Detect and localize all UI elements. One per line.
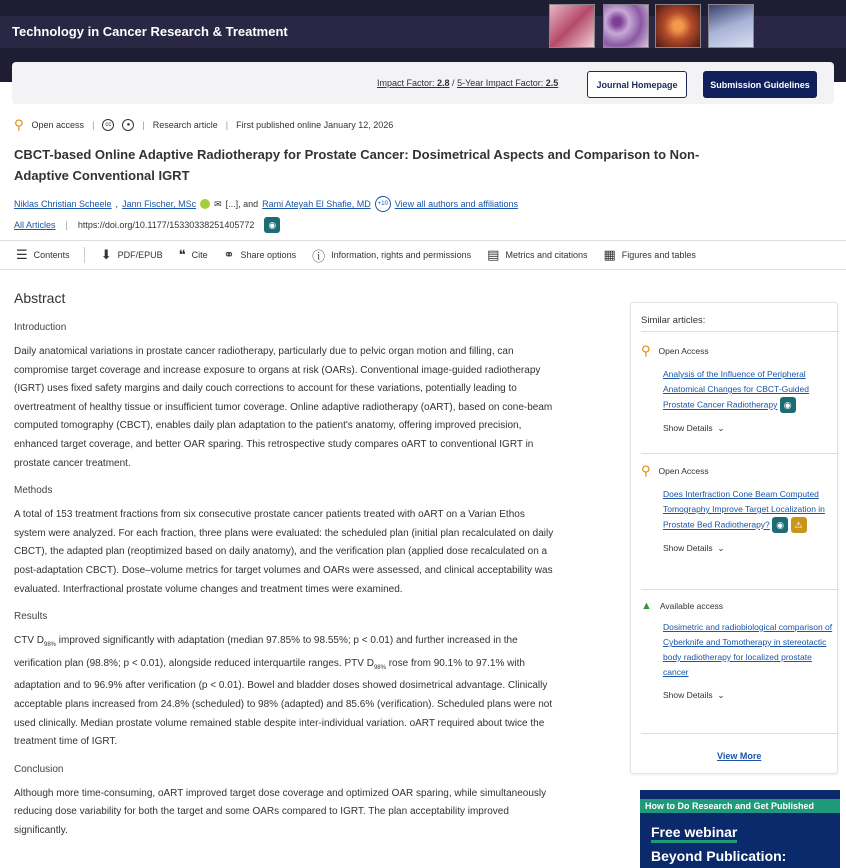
pdf-label: PDF/EPUB <box>117 250 163 260</box>
results-part: rose from 90.1% to 97.1% with adaptation and to 96.9% after verification (p < 0.01). Bowel and bladder doses showed dosimetrical advantage. Clinically acceptable plans increased from 24.8% (scheduled) to 98% (adapted) and 85.6% (verification). Scheduled plans were not used clinically. Median prostate volume remained stable despite inter-individual variation. oART required about twice the treatment time of IGRT. <box>14 657 553 748</box>
similar-article <box>641 463 839 554</box>
conclusion-text: Although more time-consuming, oART improved target dose coverage and optimized OAR sparing, while simultaneously reducing dose variability for both the target and some OARs compared to IGRT. The plan acceptability improved significantly. <box>14 787 547 836</box>
show-details-label: Show Details <box>663 690 713 700</box>
similar-articles-panel <box>630 302 838 774</box>
webinar-promo[interactable] <box>640 790 840 868</box>
info-button[interactable] <box>312 246 471 265</box>
banner-image-dna <box>549 4 595 48</box>
figures-button[interactable] <box>604 247 696 263</box>
introduction-heading: Introduction <box>14 322 67 333</box>
crossmark-icon[interactable]: ◉ <box>264 217 280 233</box>
similar-article-link[interactable] <box>663 487 839 533</box>
results-heading: Results <box>14 611 48 623</box>
banner-image-tumor <box>655 4 701 48</box>
open-access-icon: ⚲ <box>641 463 651 478</box>
email-icon[interactable]: ✉ <box>214 198 222 209</box>
show-details-button[interactable] <box>663 543 839 554</box>
conclusion-heading: Conclusion <box>14 763 64 775</box>
cc-license-icon[interactable]: cc <box>102 119 114 131</box>
banner-image-scanner <box>708 4 754 48</box>
lock-icon: ▲ <box>641 600 652 612</box>
all-articles-link[interactable]: All Articles <box>14 220 56 230</box>
author-list: Niklas Christian Scheele , Jann Fischer, MSc ✉ [...], and Rami Ateyah El Shafie, MD +10 View all authors and affiliations <box>14 196 518 212</box>
similar-article <box>641 600 839 701</box>
access-row <box>641 600 839 612</box>
similar-article-link[interactable] <box>663 367 839 413</box>
abstract-section <box>14 290 554 852</box>
similar-article-link[interactable] <box>663 620 839 680</box>
info-icon: ⓘ <box>312 248 326 264</box>
abstract-heading: Abstract <box>14 290 66 306</box>
show-details-label: Show Details <box>663 423 713 433</box>
doi-row <box>14 217 280 233</box>
article-meta <box>14 118 393 132</box>
divider <box>641 331 839 332</box>
menu-icon: ☰ <box>16 247 28 262</box>
promo-webinar: Free webinar <box>651 824 737 843</box>
contents-button[interactable] <box>16 247 70 263</box>
promo-subtitle: Beyond Publication: <box>651 848 787 864</box>
methods-heading: Methods <box>14 485 53 497</box>
chevron-down-icon: ⌄ <box>717 690 725 700</box>
similar-article-title[interactable]: Dosimetric and radiobiological comparison of Cyberknife and Tomotherapy in stereotactic body radiotherapy for localized prostate cancer <box>663 622 833 677</box>
more-authors-badge[interactable]: +10 <box>375 196 391 212</box>
results-text <box>14 632 554 752</box>
article-type: Research article <box>152 120 218 130</box>
view-all-authors-link[interactable]: View all authors and affiliations <box>394 199 518 209</box>
author-ellipsis: [...], and <box>225 199 259 209</box>
crossmark-icon[interactable]: ◉ <box>780 397 796 413</box>
methods-text: A total of 153 treatment fractions from six consecutive prostate cancer patients treated with oART on a Varian Ethos system were analyzed. For each fraction, three plans were evaluated: the scheduled plan (initial plan recalculated on daily CBCT), the adapted plan (reoptimized based on daily anatomy), and the verification plan (applied dose recalculated on a post-adaptation CBCT). Dose–volume metrics for target volumes and OARs were assessed, and clinical acceptability was evaluated. Interfractional prostate volume changes and treatment times were examined. <box>14 509 554 595</box>
subscript: 98% <box>373 664 386 671</box>
divider: | <box>65 220 68 230</box>
divider <box>84 247 85 263</box>
journal-title[interactable]: Technology in Cancer Research & Treatment <box>12 24 288 39</box>
promo-tagline: How to Do Research and Get Published <box>640 799 840 813</box>
metrics-button[interactable] <box>487 247 587 263</box>
quote-icon: ❝ <box>178 247 186 262</box>
author-link[interactable]: Niklas Christian Scheele <box>14 199 112 209</box>
access-row <box>641 343 839 359</box>
divider <box>641 733 839 734</box>
impact-factor[interactable]: Impact Factor: 2.8 / 5-Year Impact Factor: 2.5 <box>377 78 559 88</box>
chevron-down-icon: ⌄ <box>717 543 725 553</box>
info-label: Information, rights and permissions <box>331 250 472 260</box>
author-link[interactable]: Rami Ateyah El Shafie, MD <box>262 199 371 209</box>
orcid-icon[interactable] <box>200 199 210 209</box>
pdf-button[interactable] <box>101 247 163 263</box>
subscript: 98% <box>44 642 57 649</box>
share-label: Share options <box>240 250 297 260</box>
open-access-icon: ⚲ <box>641 343 651 358</box>
access-row <box>641 463 839 479</box>
similar-article-title[interactable]: Does Interfraction Cone Beam Computed Tomography Improve Target Localization in Prostate Bed Radiotherapy? <box>663 489 825 530</box>
divider: | <box>92 120 95 130</box>
divider <box>641 453 839 454</box>
similar-article <box>641 343 839 434</box>
access-label: Available access <box>659 601 724 611</box>
chart-icon: ▤ <box>487 247 500 262</box>
access-label: Open Access <box>658 466 709 476</box>
chevron-down-icon: ⌄ <box>717 423 725 433</box>
divider <box>641 589 839 590</box>
results-part: CTV D <box>14 635 44 647</box>
access-label: Open Access <box>658 346 709 356</box>
impact-value: 2.8 <box>437 78 450 88</box>
table-icon: ▦ <box>603 247 616 262</box>
show-details-label: Show Details <box>663 543 713 553</box>
doi[interactable]: https://doi.org/10.1177/15330338251405772 <box>77 220 255 230</box>
five-year-value: 2.5 <box>545 78 559 88</box>
introduction-text: Daily anatomical variations in prostate cancer radiotherapy, particularly due to pelvic organ motion and filling, can compromise target coverage and increase exposure to organs at risk (OARs). Conventional image-guided radiotherapy (IGRT) uses fixed safety margins and daily couch corrections to account for these variations, potentially leading to overtreatment of healthy tissue or insufficient tumor coverage. Online adaptive radiotherapy (oART), based on cone-beam computed tomography (CBCT), enables daily plan adaptation to the patient's anatomy, offering improved precision, enhanced target coverage, and better OAR sparing. This retrospective study compares oART to conventional IGRT in prostate cancer treatment. <box>14 346 553 469</box>
banner-image-cells <box>603 4 649 48</box>
article-toolbar <box>0 240 846 270</box>
open-access-icon: ⚲ <box>14 117 24 132</box>
crossmark-icon[interactable]: ◉ <box>772 517 788 533</box>
access-label: Open access <box>31 120 85 130</box>
contents-label: Contents <box>33 250 70 260</box>
show-details-button[interactable] <box>663 423 839 434</box>
share-icon: ⚭ <box>223 247 235 262</box>
divider: | <box>142 120 145 130</box>
metrics-label: Metrics and citations <box>505 250 588 260</box>
cite-label: Cite <box>191 250 208 260</box>
warning-icon[interactable]: ⚠ <box>791 517 807 533</box>
cc-by-icon[interactable]: ● <box>122 119 134 131</box>
show-details-button[interactable] <box>663 690 839 701</box>
results-part: improved significantly with adaptation (median 97.85% to 98.55%; p < 0.01) and further increased in the verification plan (98.8%; p < 0.01), alongside reduced interquartile ranges. PTV D <box>14 635 518 669</box>
published-date: First published online January 12, 2026 <box>236 120 394 130</box>
cite-button[interactable] <box>179 247 208 263</box>
author-link[interactable]: Jann Fischer, MSc <box>122 199 197 209</box>
journal-homepage-button[interactable]: Journal Homepage <box>587 71 687 98</box>
share-button[interactable] <box>224 247 296 263</box>
view-more-link[interactable]: View More <box>717 751 762 761</box>
article-title: CBCT-based Online Adaptive Radiotherapy for Prostate Cancer: Dosimetrical Aspects and Comparison to Non-Adaptive Conventional IGRT <box>14 147 700 183</box>
five-year-label: 5-Year Impact Factor: <box>457 78 544 88</box>
similar-articles-heading: Similar articles: <box>641 315 706 326</box>
submission-guidelines-button[interactable]: Submission Guidelines <box>703 71 817 98</box>
similar-article-title[interactable]: Analysis of the Influence of Peripheral Anatomical Changes for CBCT-Guided Prostate Cancer Radiotherapy <box>663 369 809 410</box>
divider: | <box>225 120 229 130</box>
figures-label: Figures and tables <box>621 250 696 260</box>
download-icon: ⬇ <box>100 247 112 262</box>
impact-label: Impact Factor: <box>377 78 435 88</box>
